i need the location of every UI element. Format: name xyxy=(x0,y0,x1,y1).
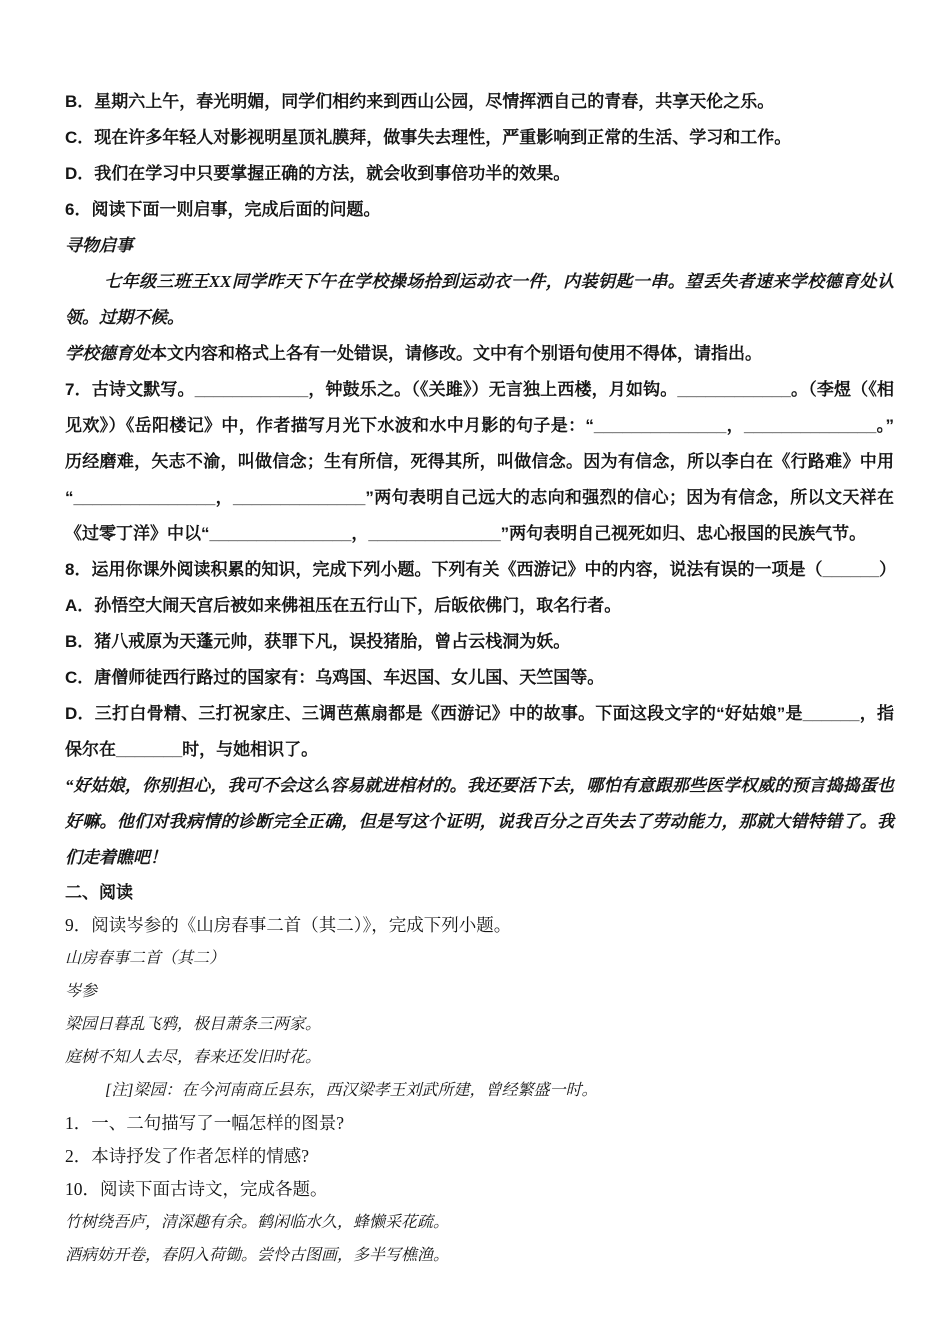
notice-title: 寻物启事 xyxy=(65,236,133,255)
notice-body: 七年级三班王XX同学昨天下午在学校操场拾到运动衣一件，内装钥匙一串。望丢失者速来学校德育处认领。过期不候。 xyxy=(65,272,894,327)
q8-option-b: B．猪八戒原为天蓬元帅，获罪下凡，误投猪胎，曾占云栈洞为妖。 xyxy=(65,632,571,651)
q9-sub-1: 1．一、二句描写了一幅怎样的图景? xyxy=(65,1113,345,1133)
q9-poem-title: 山房春事二首（其二） xyxy=(65,950,226,967)
notice-signature: 学校德育处 xyxy=(65,344,150,363)
section-accumulation xyxy=(65,84,897,876)
option-5b: B．星期六上午，春光明媚，同学们相约来到西山公园，尽情挥洒自己的青春，共享天伦之乐。 xyxy=(65,92,775,111)
option-5d: D．我们在学习中只要掌握正确的方法，就会收到事倍功半的效果。 xyxy=(65,164,571,183)
q9-stem: 9．阅读岑参的《山房春事二首（其二）》，完成下列小题。 xyxy=(65,915,512,935)
q9-poem-line-2: 庭树不知人去尽，春来还发旧时花。 xyxy=(65,1049,322,1066)
section-2-heading: 二、阅读 xyxy=(65,883,133,902)
q6-signature-task-line xyxy=(65,336,894,372)
q7-dictation: 7．古诗文默写。____________，钟鼓乐之。（《关雎》）无言独上西楼，月如钩。____________。（李煜（《相见欢》）《岳阳楼记》中，作者描写月光下水波和水中月影的句子是：“______________，______________。”历经磨难，矢志不渝，叫做信念；生有所信，死得其所，叫做信念。因为有信念，所以李白在《行路难》中用“_______________，______________”两句表明自己远大的志向和强烈的信心；因为有信念，所以文天祥在《过零丁洋》中以“_______________，______________”两句表明自己视死如归、忠心报国的民族气节。 xyxy=(65,380,894,543)
q8-option-c: C．唐僧师徒西行路过的国家有：乌鸡国、车迟国、女儿国、天竺国等。 xyxy=(65,668,605,687)
q9-poem-line-1: 梁园日暮乱飞鸦，极目萧条三两家。 xyxy=(65,1016,322,1033)
q10-stem: 10．阅读下面古诗文，完成各题。 xyxy=(65,1179,328,1199)
option-5c: C．现在许多年轻人对影视明星顶礼膜拜，做事失去理性，严重影响到正常的生活、学习和工作。 xyxy=(65,128,792,147)
q9-poem-author: 岑参 xyxy=(65,983,98,1000)
q10-poem-line-1: 竹树绕吾庐，清深趣有余。鹤闲临水久，蜂懒采花疏。 xyxy=(65,1214,450,1231)
q9-sub-2: 2．本诗抒发了作者怎样的情感? xyxy=(65,1146,310,1166)
q8-option-d: D．三打白骨精、三打祝家庄、三调芭蕉扇都是《西游记》中的故事。下面这段文字的“好姑娘”是______，指保尔在_______时，与她相识了。 xyxy=(65,704,894,759)
section-reading xyxy=(65,876,894,1272)
q8-stem: 8．运用你课外阅读积累的知识，完成下列小题。下列有关《西游记》中的内容，说法有误的一项是（______） xyxy=(65,560,897,579)
q9-poem-note: [注]梁园：在今河南商丘县东，西汉梁孝王刘武所建，曾经繁盛一时。 xyxy=(105,1082,598,1099)
q6-stem: 6．阅读下面一则启事，完成后面的问题。 xyxy=(65,200,381,219)
q10-poem-line-2: 酒病妨开卷，春阴入荷锄。尝怜古图画，多半写樵渔。 xyxy=(65,1247,450,1264)
novel-quote: “好姑娘，你别担心，我可不会这么容易就进棺材的。我还要活下去，哪怕有意跟那些医学权威的预言捣捣蛋也好嘛。他们对我病情的诊断完全正确，但是写这个证明，说我百分之百失去了劳动能力，那就大错特错了。我们走着瞧吧！ xyxy=(65,776,894,867)
q6-task: 本文内容和格式上各有一处错误，请修改。文中有个别语句使用不得体，请指出。 xyxy=(150,344,762,363)
q8-option-a: A．孙悟空大闹天宫后被如来佛祖压在五行山下，后皈依佛门，取名行者。 xyxy=(65,596,622,615)
